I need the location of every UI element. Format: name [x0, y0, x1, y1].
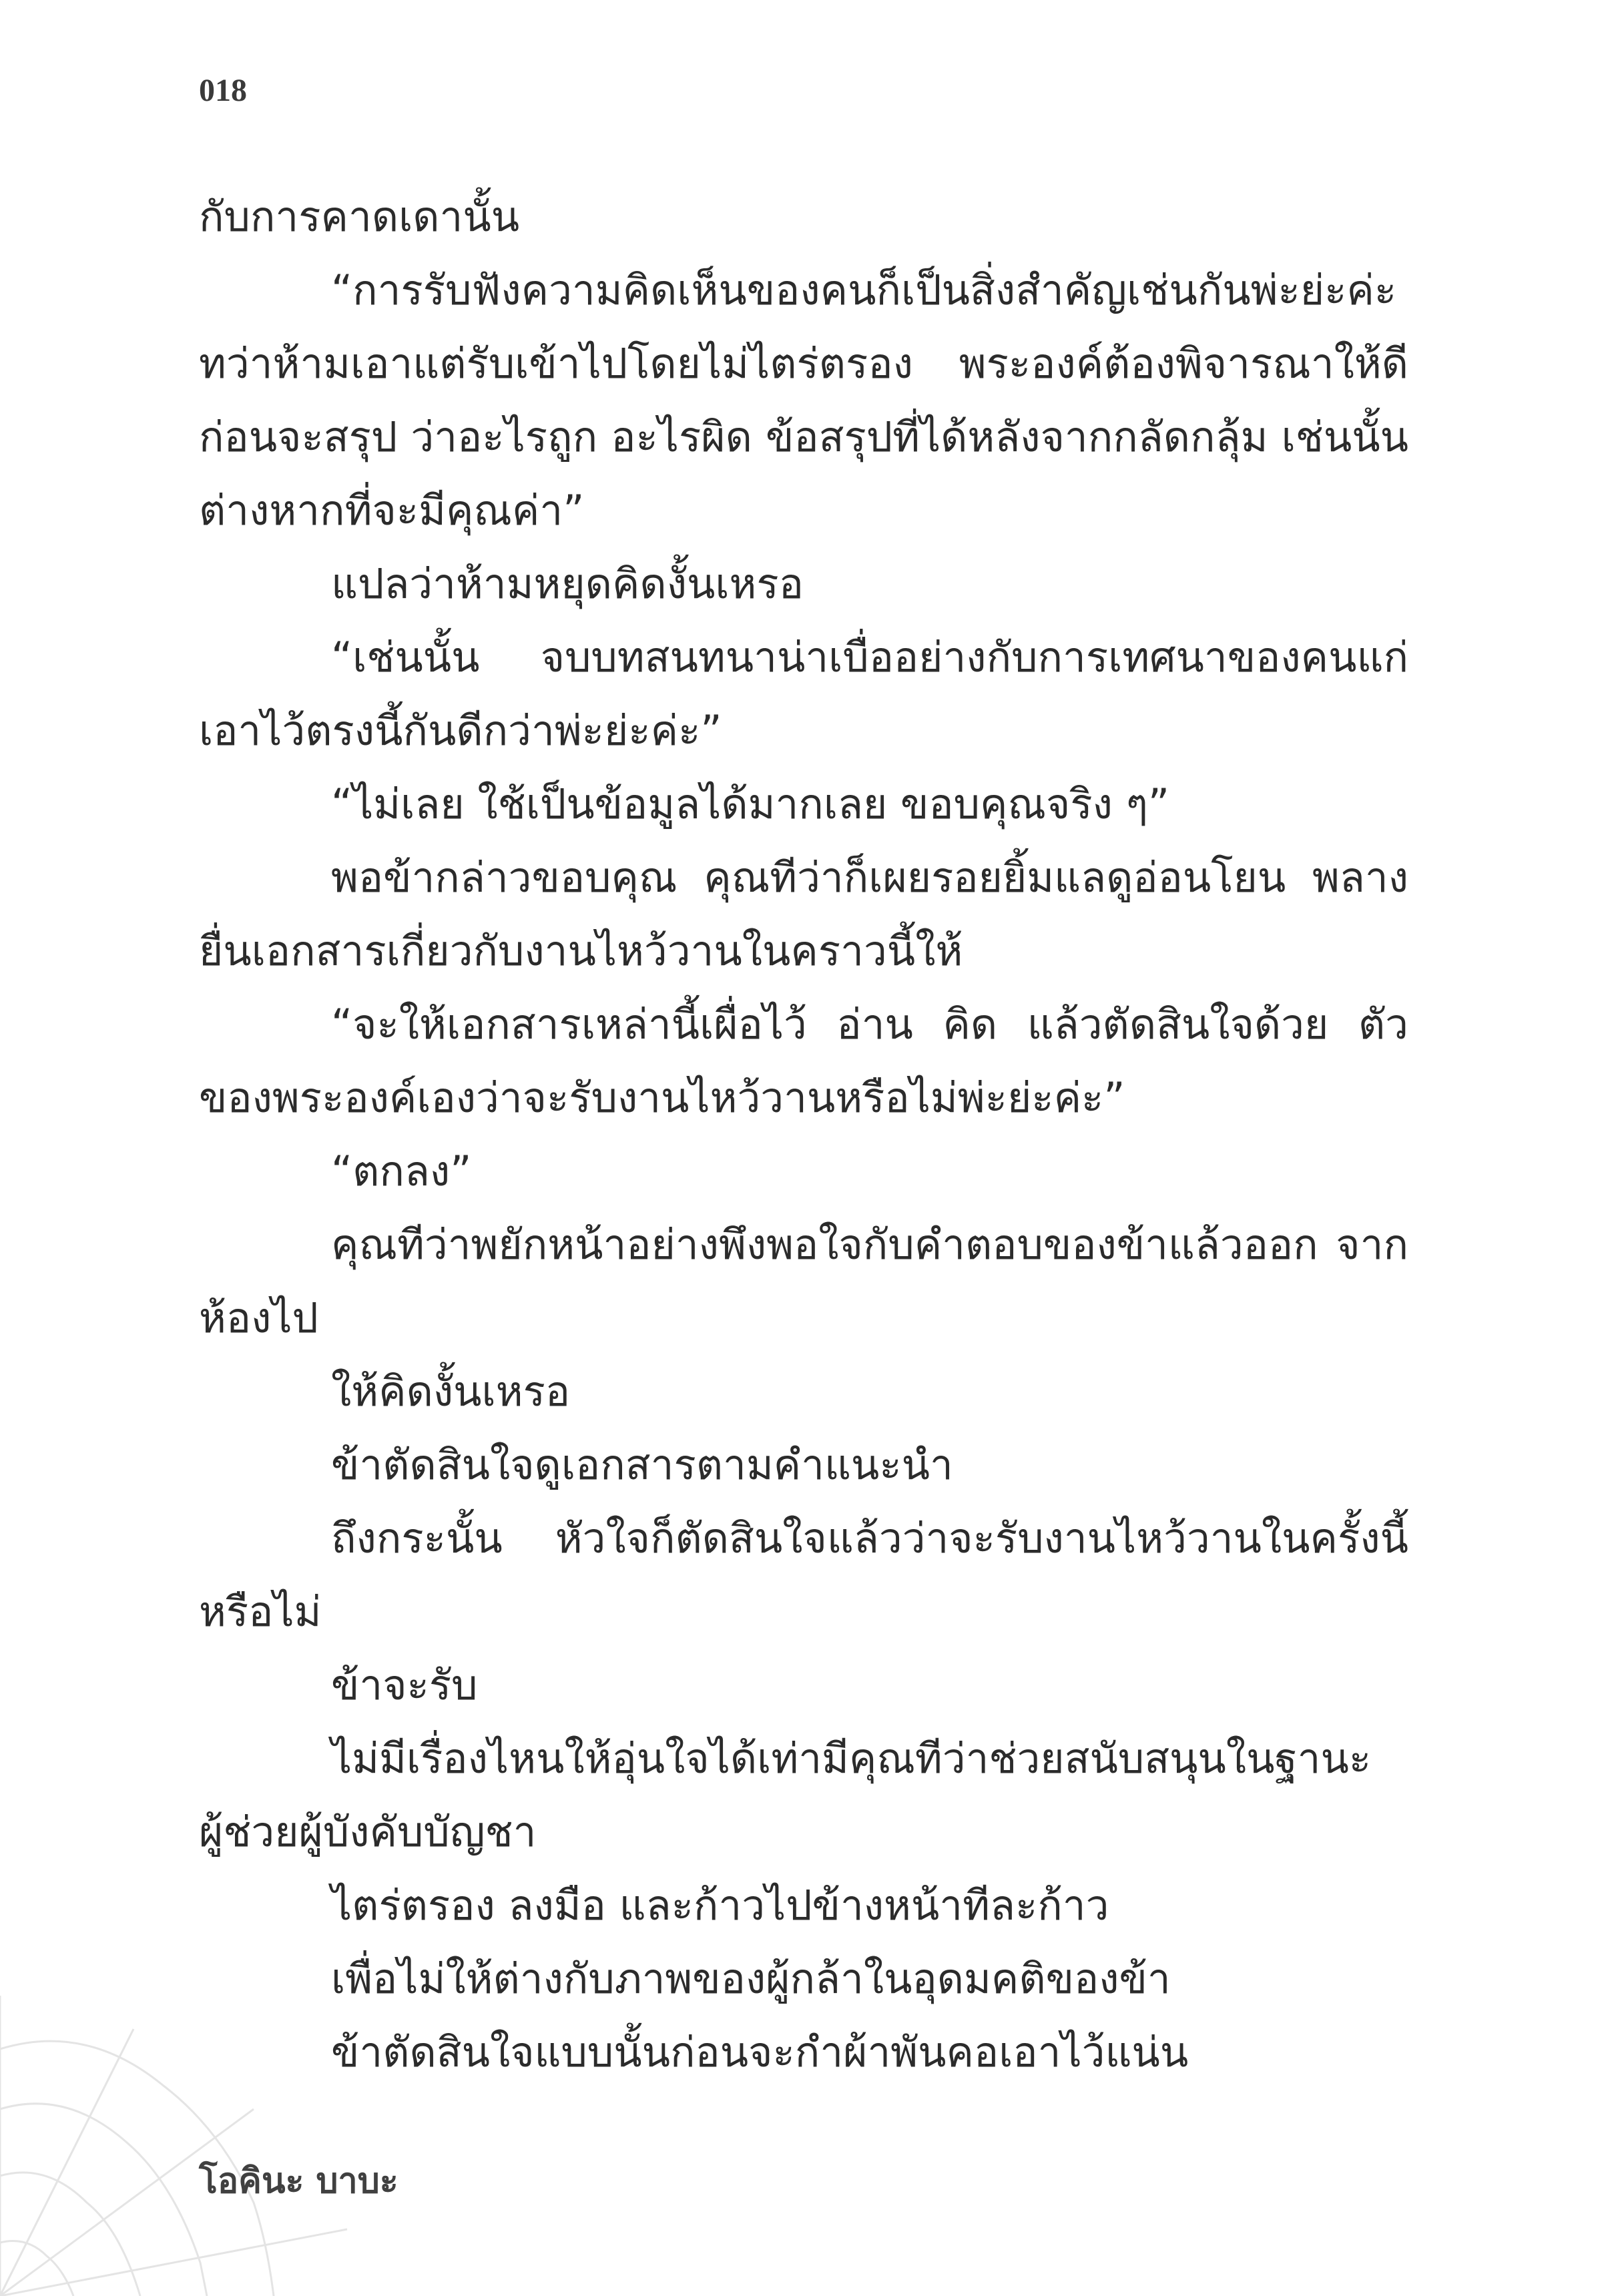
body-text [199, 180, 1408, 2089]
paragraph: ข้าตัดสินใจแบบนั้นก่อนจะกำผ้าพันคอเอาไว้แน่น [331, 2028, 1189, 2076]
page-number: 018 [199, 73, 247, 108]
author-name: โอคินะ บาบะ [199, 2161, 398, 2201]
paragraph: กับการคาดเดานั้น [199, 192, 520, 241]
paragraph: แปลว่าห้ามหยุดคิดงั้นเหรอ [331, 559, 804, 608]
paragraph: ข้าจะรับ [331, 1661, 478, 1709]
paragraph: ถึงกระนั้น หัวใจก็ตัดสินใจแล้วว่าจะรับงานไหว้วานในครั้งนี้ หรือไม่ [199, 1514, 1408, 1636]
paragraph: ไม่มีเรื่องไหนให้อุ่นใจได้เท่ามีคุณทีว่าช่วยสนับสนุนในฐานะ ผู้ช่วยผู้บังคับบัญชา [199, 1734, 1372, 1856]
paragraph: “เช่นนั้น จบบทสนทนาน่าเบื่ออย่างกับการเทศนาของคนแก่ เอาไว้ตรงนี้กันดีกว่าพ่ะย่ะค่ะ” [199, 633, 1408, 755]
paragraph: “การรับฟังความคิดเห็นของคนก็เป็นสิ่งสำคัญเช่นกันพ่ะย่ะค่ะ ทว่าห้ามเอาแต่รับเข้าไปโดยไม่ไตร่ตรอง พระองค์ต้องพิจารณาให้ดี ก่อนจะสรุป ว่าอะไรถูก อะไรผิด ข้อสรุปที่ได้หลังจากกลัดกลุ้ม เช่นนั้นต่างหากที่จะมีคุณค่า” [199, 266, 1408, 535]
paragraph: “จะให้เอกสารเหล่านี้เผื่อไว้ อ่าน คิด แล้วตัดสินใจด้วย ตัวของพระองค์เองว่าจะรับงานไหว้วานหรือไม่พ่ะย่ะค่ะ” [199, 1000, 1408, 1122]
paragraph: ข้าตัดสินใจดูเอกสารตามคำแนะนำ [331, 1440, 953, 1489]
paragraph: “ตกลง” [331, 1147, 472, 1195]
spider-web-icon [0, 1829, 374, 2296]
paragraph: “ไม่เลย ใช้เป็นข้อมูลได้มากเลย ขอบคุณจริง ๆ” [331, 780, 1170, 828]
paragraph: ไตร่ตรอง ลงมือ และก้าวไปข้างหน้าทีละก้าว [331, 1881, 1109, 1930]
paragraph: คุณทีว่าพยักหน้าอย่างพึงพอใจกับคำตอบของข้าแล้วออก จากห้องไป [199, 1220, 1408, 1342]
paragraph: เพื่อไม่ให้ต่างกับภาพของผู้กล้าในอุดมคติของข้า [331, 1954, 1171, 2003]
paragraph: ให้คิดงั้นเหรอ [331, 1367, 571, 1416]
paragraph: พอข้ากล่าวขอบคุณ คุณทีว่าก็เผยรอยยิ้มแลดูอ่อนโยน พลางยื่นเอกสารเกี่ยวกับงานไหว้วานในคราวนี้ให้ [199, 853, 1408, 975]
